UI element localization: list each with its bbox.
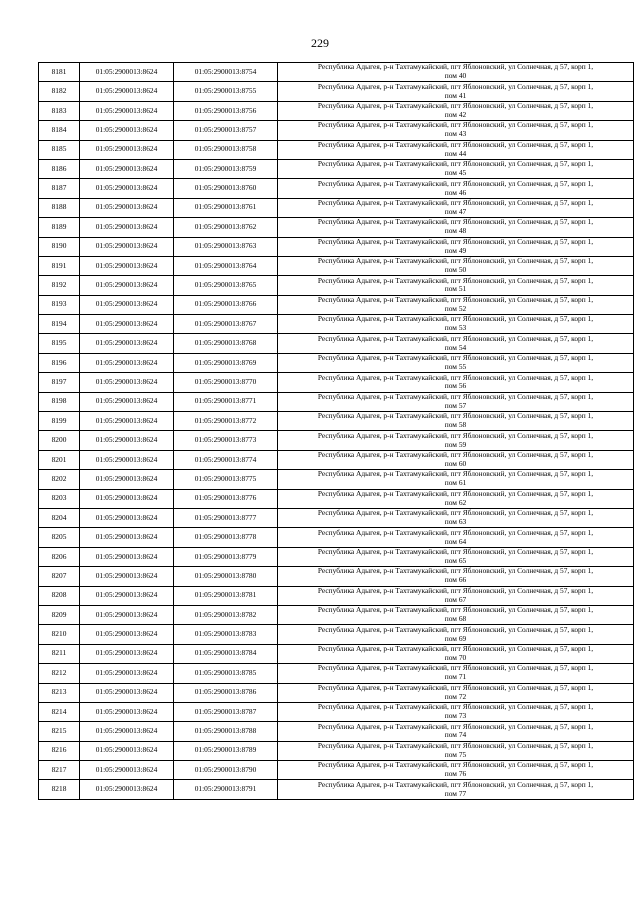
cadastral-number-cell: 01:05:2900013:8784 [174,644,278,663]
address-line-2: пом 58 [444,421,467,430]
address-line-1: Республика Адыгея, р-н Тахтамукайский, пгт Яблоновский, ул Солнечная, д 57, корп 1, [317,489,594,498]
address-line-2: пом 56 [444,382,467,391]
address-cell [278,470,634,489]
parent-cadastral-number-cell: 01:05:2900013:8624 [80,295,174,314]
address-line-2: пом 63 [444,518,467,527]
registry-table-body [39,63,634,800]
address-cell [278,528,634,547]
cadastral-number-cell: 01:05:2900013:8777 [174,508,278,527]
address-cell [278,121,634,140]
address-line-2: пом 46 [444,188,467,197]
address-line-2: пом 73 [444,712,467,721]
parent-cadastral-number-cell: 01:05:2900013:8624 [80,741,174,760]
address-cell [278,431,634,450]
address-line-1: Республика Адыгея, р-н Тахтамукайский, пгт Яблоновский, ул Солнечная, д 57, корп 1, [317,102,594,111]
row-number-cell: 8202 [39,470,80,489]
address-line-1: Республика Адыгея, р-н Тахтамукайский, пгт Яблоновский, ул Солнечная, д 57, корп 1, [317,257,594,266]
parent-cadastral-number-cell: 01:05:2900013:8624 [80,82,174,101]
row-number-cell: 8193 [39,295,80,314]
address-line-1: Республика Адыгея, р-н Тахтамукайский, пгт Яблоновский, ул Солнечная, д 57, корп 1, [317,431,594,440]
address-cell [278,683,634,702]
address-line-2: пом 50 [444,266,467,275]
table-row [39,547,634,566]
cadastral-number-cell: 01:05:2900013:8768 [174,334,278,353]
table-row [39,218,634,237]
table-row [39,625,634,644]
parent-cadastral-number-cell: 01:05:2900013:8624 [80,63,174,82]
row-number-cell: 8208 [39,586,80,605]
address-line-1: Республика Адыгея, р-н Тахтамукайский, пгт Яблоновский, ул Солнечная, д 57, корп 1, [317,703,594,712]
cadastral-number-cell: 01:05:2900013:8790 [174,761,278,780]
parent-cadastral-number-cell: 01:05:2900013:8624 [80,528,174,547]
address-cell [278,567,634,586]
parent-cadastral-number-cell: 01:05:2900013:8624 [80,121,174,140]
table-row [39,82,634,101]
cadastral-number-cell: 01:05:2900013:8770 [174,373,278,392]
address-cell [278,101,634,120]
cadastral-number-cell: 01:05:2900013:8788 [174,722,278,741]
address-line-1: Республика Адыгея, р-н Тахтамукайский, пгт Яблоновский, ул Солнечная, д 57, корп 1, [317,276,594,285]
table-row [39,644,634,663]
address-line-1: Республика Адыгея, р-н Тахтамукайский, пгт Яблоновский, ул Солнечная, д 57, корп 1, [317,722,594,731]
address-cell [278,586,634,605]
table-row [39,334,634,353]
cadastral-number-cell: 01:05:2900013:8761 [174,198,278,217]
row-number-cell: 8218 [39,780,80,799]
row-number-cell: 8182 [39,82,80,101]
cadastral-number-cell: 01:05:2900013:8772 [174,412,278,431]
address-line-1: Республика Адыгея, р-н Тахтамукайский, пгт Яблоновский, ул Солнечная, д 57, корп 1, [317,82,594,91]
address-line-2: пом 77 [444,789,467,798]
page-number: 229 [311,36,329,50]
registry-table [38,62,634,800]
address-line-2: пом 54 [444,343,467,352]
address-cell [278,450,634,469]
address-line-2: пом 57 [444,401,467,410]
cadastral-number-cell: 01:05:2900013:8754 [174,63,278,82]
table-row [39,237,634,256]
cadastral-number-cell: 01:05:2900013:8766 [174,295,278,314]
cadastral-number-cell: 01:05:2900013:8759 [174,159,278,178]
table-row [39,392,634,411]
parent-cadastral-number-cell: 01:05:2900013:8624 [80,586,174,605]
address-cell [278,159,634,178]
address-line-2: пом 67 [444,595,467,604]
cadastral-number-cell: 01:05:2900013:8780 [174,567,278,586]
cadastral-number-cell: 01:05:2900013:8756 [174,101,278,120]
address-line-1: Республика Адыгея, р-н Тахтамукайский, пгт Яблоновский, ул Солнечная, д 57, корп 1, [317,334,594,343]
cadastral-number-cell: 01:05:2900013:8785 [174,664,278,683]
table-row [39,373,634,392]
row-number-cell: 8211 [39,644,80,663]
address-line-2: пом 52 [444,304,467,313]
row-number-cell: 8216 [39,741,80,760]
table-row [39,664,634,683]
address-line-1: Республика Адыгея, р-н Тахтамукайский, пгт Яблоновский, ул Солнечная, д 57, корп 1, [317,741,594,750]
address-line-1: Республика Адыгея, р-н Тахтамукайский, пгт Яблоновский, ул Солнечная, д 57, корп 1, [317,121,594,130]
cadastral-number-cell: 01:05:2900013:8786 [174,683,278,702]
row-number-cell: 8190 [39,237,80,256]
address-line-2: пом 76 [444,770,467,779]
table-row [39,702,634,721]
row-number-cell: 8201 [39,450,80,469]
parent-cadastral-number-cell: 01:05:2900013:8624 [80,431,174,450]
address-line-1: Республика Адыгея, р-н Тахтамукайский, пгт Яблоновский, ул Солнечная, д 57, корп 1, [317,645,594,653]
cadastral-number-cell: 01:05:2900013:8760 [174,179,278,198]
parent-cadastral-number-cell: 01:05:2900013:8624 [80,140,174,159]
parent-cadastral-number-cell: 01:05:2900013:8624 [80,450,174,469]
parent-cadastral-number-cell: 01:05:2900013:8624 [80,412,174,431]
address-cell [278,295,634,314]
parent-cadastral-number-cell: 01:05:2900013:8624 [80,276,174,295]
address-line-1: Республика Адыгея, р-н Тахтамукайский, пгт Яблоновский, ул Солнечная, д 57, корп 1, [317,470,594,479]
cadastral-number-cell: 01:05:2900013:8763 [174,237,278,256]
row-number-cell: 8217 [39,761,80,780]
parent-cadastral-number-cell: 01:05:2900013:8624 [80,508,174,527]
table-row [39,121,634,140]
row-number-cell: 8204 [39,508,80,527]
row-number-cell: 8191 [39,256,80,275]
row-number-cell: 8213 [39,683,80,702]
table-row [39,780,634,799]
row-number-cell: 8197 [39,373,80,392]
address-line-1: Республика Адыгея, р-н Тахтамукайский, пгт Яблоновский, ул Солнечная, д 57, корп 1, [317,664,594,673]
address-cell [278,741,634,760]
address-cell [278,392,634,411]
parent-cadastral-number-cell: 01:05:2900013:8624 [80,702,174,721]
table-row [39,198,634,217]
address-line-2: пом 70 [444,653,467,662]
address-line-2: пом 68 [444,615,467,624]
parent-cadastral-number-cell: 01:05:2900013:8624 [80,547,174,566]
address-line-2: пом 43 [444,130,467,139]
parent-cadastral-number-cell: 01:05:2900013:8624 [80,780,174,799]
table-row [39,140,634,159]
address-line-1: Республика Адыгея, р-н Тахтамукайский, пгт Яблоновский, ул Солнечная, д 57, корп 1, [317,373,594,382]
address-cell [278,761,634,780]
address-line-1: Республика Адыгея, р-н Тахтамукайский, пгт Яблоновский, ул Солнечная, д 57, корп 1, [317,780,594,789]
address-line-2: пом 42 [444,110,467,119]
parent-cadastral-number-cell: 01:05:2900013:8624 [80,315,174,334]
address-line-1: Республика Адыгея, р-н Тахтамукайский, пгт Яблоновский, ул Солнечная, д 57, корп 1, [317,509,594,518]
parent-cadastral-number-cell: 01:05:2900013:8624 [80,761,174,780]
address-cell [278,218,634,237]
address-line-2: пом 49 [444,246,467,255]
row-number-cell: 8181 [39,63,80,82]
cadastral-number-cell: 01:05:2900013:8764 [174,256,278,275]
address-line-2: пом 53 [444,324,467,333]
address-line-1: Республика Адыгея, р-н Тахтамукайский, пгт Яблоновский, ул Солнечная, д 57, корп 1, [317,199,594,208]
parent-cadastral-number-cell: 01:05:2900013:8624 [80,353,174,372]
address-cell [278,605,634,624]
address-line-2: пом 60 [444,460,467,468]
address-line-2: пом 45 [444,169,467,178]
address-cell [278,256,634,275]
cadastral-number-cell: 01:05:2900013:8791 [174,780,278,799]
row-number-cell: 8200 [39,431,80,450]
table-row [39,101,634,120]
cadastral-number-cell: 01:05:2900013:8774 [174,450,278,469]
address-line-2: пом 72 [444,692,467,701]
row-number-cell: 8188 [39,198,80,217]
address-cell [278,237,634,256]
cadastral-number-cell: 01:05:2900013:8769 [174,353,278,372]
address-line-1: Республика Адыгея, р-н Тахтамукайский, пгт Яблоновский, ул Солнечная, д 57, корп 1, [317,548,594,557]
address-cell [278,547,634,566]
parent-cadastral-number-cell: 01:05:2900013:8624 [80,373,174,392]
cadastral-number-cell: 01:05:2900013:8789 [174,741,278,760]
table-row [39,179,634,198]
parent-cadastral-number-cell: 01:05:2900013:8624 [80,489,174,508]
cadastral-number-cell: 01:05:2900013:8783 [174,625,278,644]
cadastral-number-cell: 01:05:2900013:8776 [174,489,278,508]
parent-cadastral-number-cell: 01:05:2900013:8624 [80,179,174,198]
address-cell [278,315,634,334]
address-cell [278,179,634,198]
table-row [39,470,634,489]
cadastral-number-cell: 01:05:2900013:8778 [174,528,278,547]
parent-cadastral-number-cell: 01:05:2900013:8624 [80,198,174,217]
cadastral-number-cell: 01:05:2900013:8779 [174,547,278,566]
table-row [39,256,634,275]
table-row [39,683,634,702]
address-line-1: Республика Адыгея, р-н Тахтамукайский, пгт Яблоновский, ул Солнечная, д 57, корп 1, [317,392,594,401]
table-row [39,63,634,82]
parent-cadastral-number-cell: 01:05:2900013:8624 [80,159,174,178]
row-number-cell: 8183 [39,101,80,120]
address-line-1: Республика Адыгея, р-н Тахтамукайский, пгт Яблоновский, ул Солнечная, д 57, корп 1, [317,218,594,227]
address-line-2: пом 61 [444,479,467,488]
table-row [39,586,634,605]
row-number-cell: 8203 [39,489,80,508]
table-row [39,431,634,450]
address-line-2: пом 59 [444,440,467,449]
table-row [39,450,634,469]
parent-cadastral-number-cell: 01:05:2900013:8624 [80,101,174,120]
address-line-1: Республика Адыгея, р-н Тахтамукайский, пгт Яблоновский, ул Солнечная, д 57, корп 1, [317,63,594,72]
cadastral-number-cell: 01:05:2900013:8765 [174,276,278,295]
address-cell [278,780,634,799]
address-line-1: Республика Адыгея, р-н Тахтамукайский, пгт Яблоновский, ул Солнечная, д 57, корп 1, [317,179,594,188]
row-number-cell: 8207 [39,567,80,586]
address-cell [278,63,634,82]
row-number-cell: 8184 [39,121,80,140]
cadastral-number-cell: 01:05:2900013:8773 [174,431,278,450]
address-line-1: Республика Адыгея, р-н Тахтамукайский, пгт Яблоновский, ул Солнечная, д 57, корп 1, [317,683,594,692]
cadastral-number-cell: 01:05:2900013:8758 [174,140,278,159]
address-line-2: пом 69 [444,634,467,643]
address-line-1: Республика Адыгея, р-н Тахтамукайский, пгт Яблоновский, ул Солнечная, д 57, корп 1, [317,528,594,537]
address-line-1: Республика Адыгея, р-н Тахтамукайский, пгт Яблоновский, ул Солнечная, д 57, корп 1, [317,625,594,634]
table-row [39,412,634,431]
table-row [39,508,634,527]
address-line-2: пом 66 [444,576,467,585]
cadastral-number-cell: 01:05:2900013:8775 [174,470,278,489]
address-cell [278,664,634,683]
parent-cadastral-number-cell: 01:05:2900013:8624 [80,237,174,256]
parent-cadastral-number-cell: 01:05:2900013:8624 [80,567,174,586]
address-line-2: пом 74 [444,731,467,740]
row-number-cell: 8187 [39,179,80,198]
address-line-2: пом 64 [444,537,467,546]
address-cell [278,276,634,295]
table-row [39,489,634,508]
table-row [39,159,634,178]
address-cell [278,198,634,217]
parent-cadastral-number-cell: 01:05:2900013:8624 [80,605,174,624]
address-line-1: Республика Адыгея, р-н Тахтамукайский, пгт Яблоновский, ул Солнечная, д 57, корп 1, [317,237,594,246]
table-row [39,605,634,624]
address-line-1: Республика Адыгея, р-н Тахтамукайский, пгт Яблоновский, ул Солнечная, д 57, корп 1, [317,160,594,169]
address-line-1: Республика Адыгея, р-н Тахтамукайский, пгт Яблоновский, ул Солнечная, д 57, корп 1, [317,451,594,460]
address-line-2: пом 51 [444,285,467,294]
address-line-2: пом 41 [444,91,467,100]
row-number-cell: 8212 [39,664,80,683]
address-line-2: пом 48 [444,227,467,236]
address-line-2: пом 44 [444,149,467,158]
table-row [39,295,634,314]
address-line-1: Республика Адыгея, р-н Тахтамукайский, пгт Яблоновский, ул Солнечная, д 57, корп 1, [317,140,594,149]
row-number-cell: 8210 [39,625,80,644]
row-number-cell: 8215 [39,722,80,741]
address-line-2: пом 65 [444,556,467,565]
address-line-2: пом 71 [444,673,467,682]
row-number-cell: 8198 [39,392,80,411]
address-line-2: пом 55 [444,363,467,372]
parent-cadastral-number-cell: 01:05:2900013:8624 [80,392,174,411]
address-cell [278,644,634,663]
address-cell [278,373,634,392]
table-row [39,315,634,334]
row-number-cell: 8199 [39,412,80,431]
table-row [39,528,634,547]
parent-cadastral-number-cell: 01:05:2900013:8624 [80,722,174,741]
row-number-cell: 8196 [39,353,80,372]
cadastral-number-cell: 01:05:2900013:8757 [174,121,278,140]
table-row [39,761,634,780]
cadastral-number-cell: 01:05:2900013:8755 [174,82,278,101]
row-number-cell: 8209 [39,605,80,624]
cadastral-number-cell: 01:05:2900013:8781 [174,586,278,605]
row-number-cell: 8192 [39,276,80,295]
parent-cadastral-number-cell: 01:05:2900013:8624 [80,644,174,663]
table-row [39,276,634,295]
address-line-2: пом 62 [444,498,467,507]
address-line-1: Республика Адыгея, р-н Тахтамукайский, пгт Яблоновский, ул Солнечная, д 57, корп 1, [317,412,594,421]
address-line-1: Республика Адыгея, р-н Тахтамукайский, пгт Яблоновский, ул Солнечная, д 57, корп 1, [317,567,594,576]
row-number-cell: 8195 [39,334,80,353]
address-line-1: Республика Адыгея, р-н Тахтамукайский, пгт Яблоновский, ул Солнечная, д 57, корп 1, [317,354,594,363]
address-cell [278,353,634,372]
cadastral-number-cell: 01:05:2900013:8767 [174,315,278,334]
parent-cadastral-number-cell: 01:05:2900013:8624 [80,218,174,237]
address-cell [278,722,634,741]
row-number-cell: 8206 [39,547,80,566]
address-line-1: Республика Адыгея, р-н Тахтамукайский, пгт Яблоновский, ул Солнечная, д 57, корп 1, [317,761,594,770]
address-cell [278,334,634,353]
address-cell [278,140,634,159]
address-line-2: пом 75 [444,750,467,759]
parent-cadastral-number-cell: 01:05:2900013:8624 [80,683,174,702]
address-cell [278,412,634,431]
address-line-1: Республика Адыгея, р-н Тахтамукайский, пгт Яблоновский, ул Солнечная, д 57, корп 1, [317,586,594,595]
table-row [39,722,634,741]
row-number-cell: 8214 [39,702,80,721]
table-row [39,353,634,372]
row-number-cell: 8185 [39,140,80,159]
parent-cadastral-number-cell: 01:05:2900013:8624 [80,625,174,644]
parent-cadastral-number-cell: 01:05:2900013:8624 [80,334,174,353]
row-number-cell: 8186 [39,159,80,178]
cadastral-number-cell: 01:05:2900013:8782 [174,605,278,624]
cadastral-number-cell: 01:05:2900013:8762 [174,218,278,237]
row-number-cell: 8194 [39,315,80,334]
address-cell [278,489,634,508]
parent-cadastral-number-cell: 01:05:2900013:8624 [80,256,174,275]
table-row [39,741,634,760]
address-line-1: Республика Адыгея, р-н Тахтамукайский, пгт Яблоновский, ул Солнечная, д 57, корп 1, [317,606,594,615]
address-cell [278,625,634,644]
address-line-1: Республика Адыгея, р-н Тахтамукайский, пгт Яблоновский, ул Солнечная, д 57, корп 1, [317,315,594,324]
cadastral-number-cell: 01:05:2900013:8771 [174,392,278,411]
address-cell [278,702,634,721]
address-line-2: пом 47 [444,207,467,216]
cadastral-number-cell: 01:05:2900013:8787 [174,702,278,721]
address-cell [278,82,634,101]
address-line-1: Республика Адыгея, р-н Тахтамукайский, пгт Яблоновский, ул Солнечная, д 57, корп 1, [317,295,594,304]
row-number-cell: 8205 [39,528,80,547]
parent-cadastral-number-cell: 01:05:2900013:8624 [80,470,174,489]
address-line-2: пом 40 [444,72,467,81]
parent-cadastral-number-cell: 01:05:2900013:8624 [80,664,174,683]
address-cell [278,508,634,527]
table-row [39,567,634,586]
row-number-cell: 8189 [39,218,80,237]
